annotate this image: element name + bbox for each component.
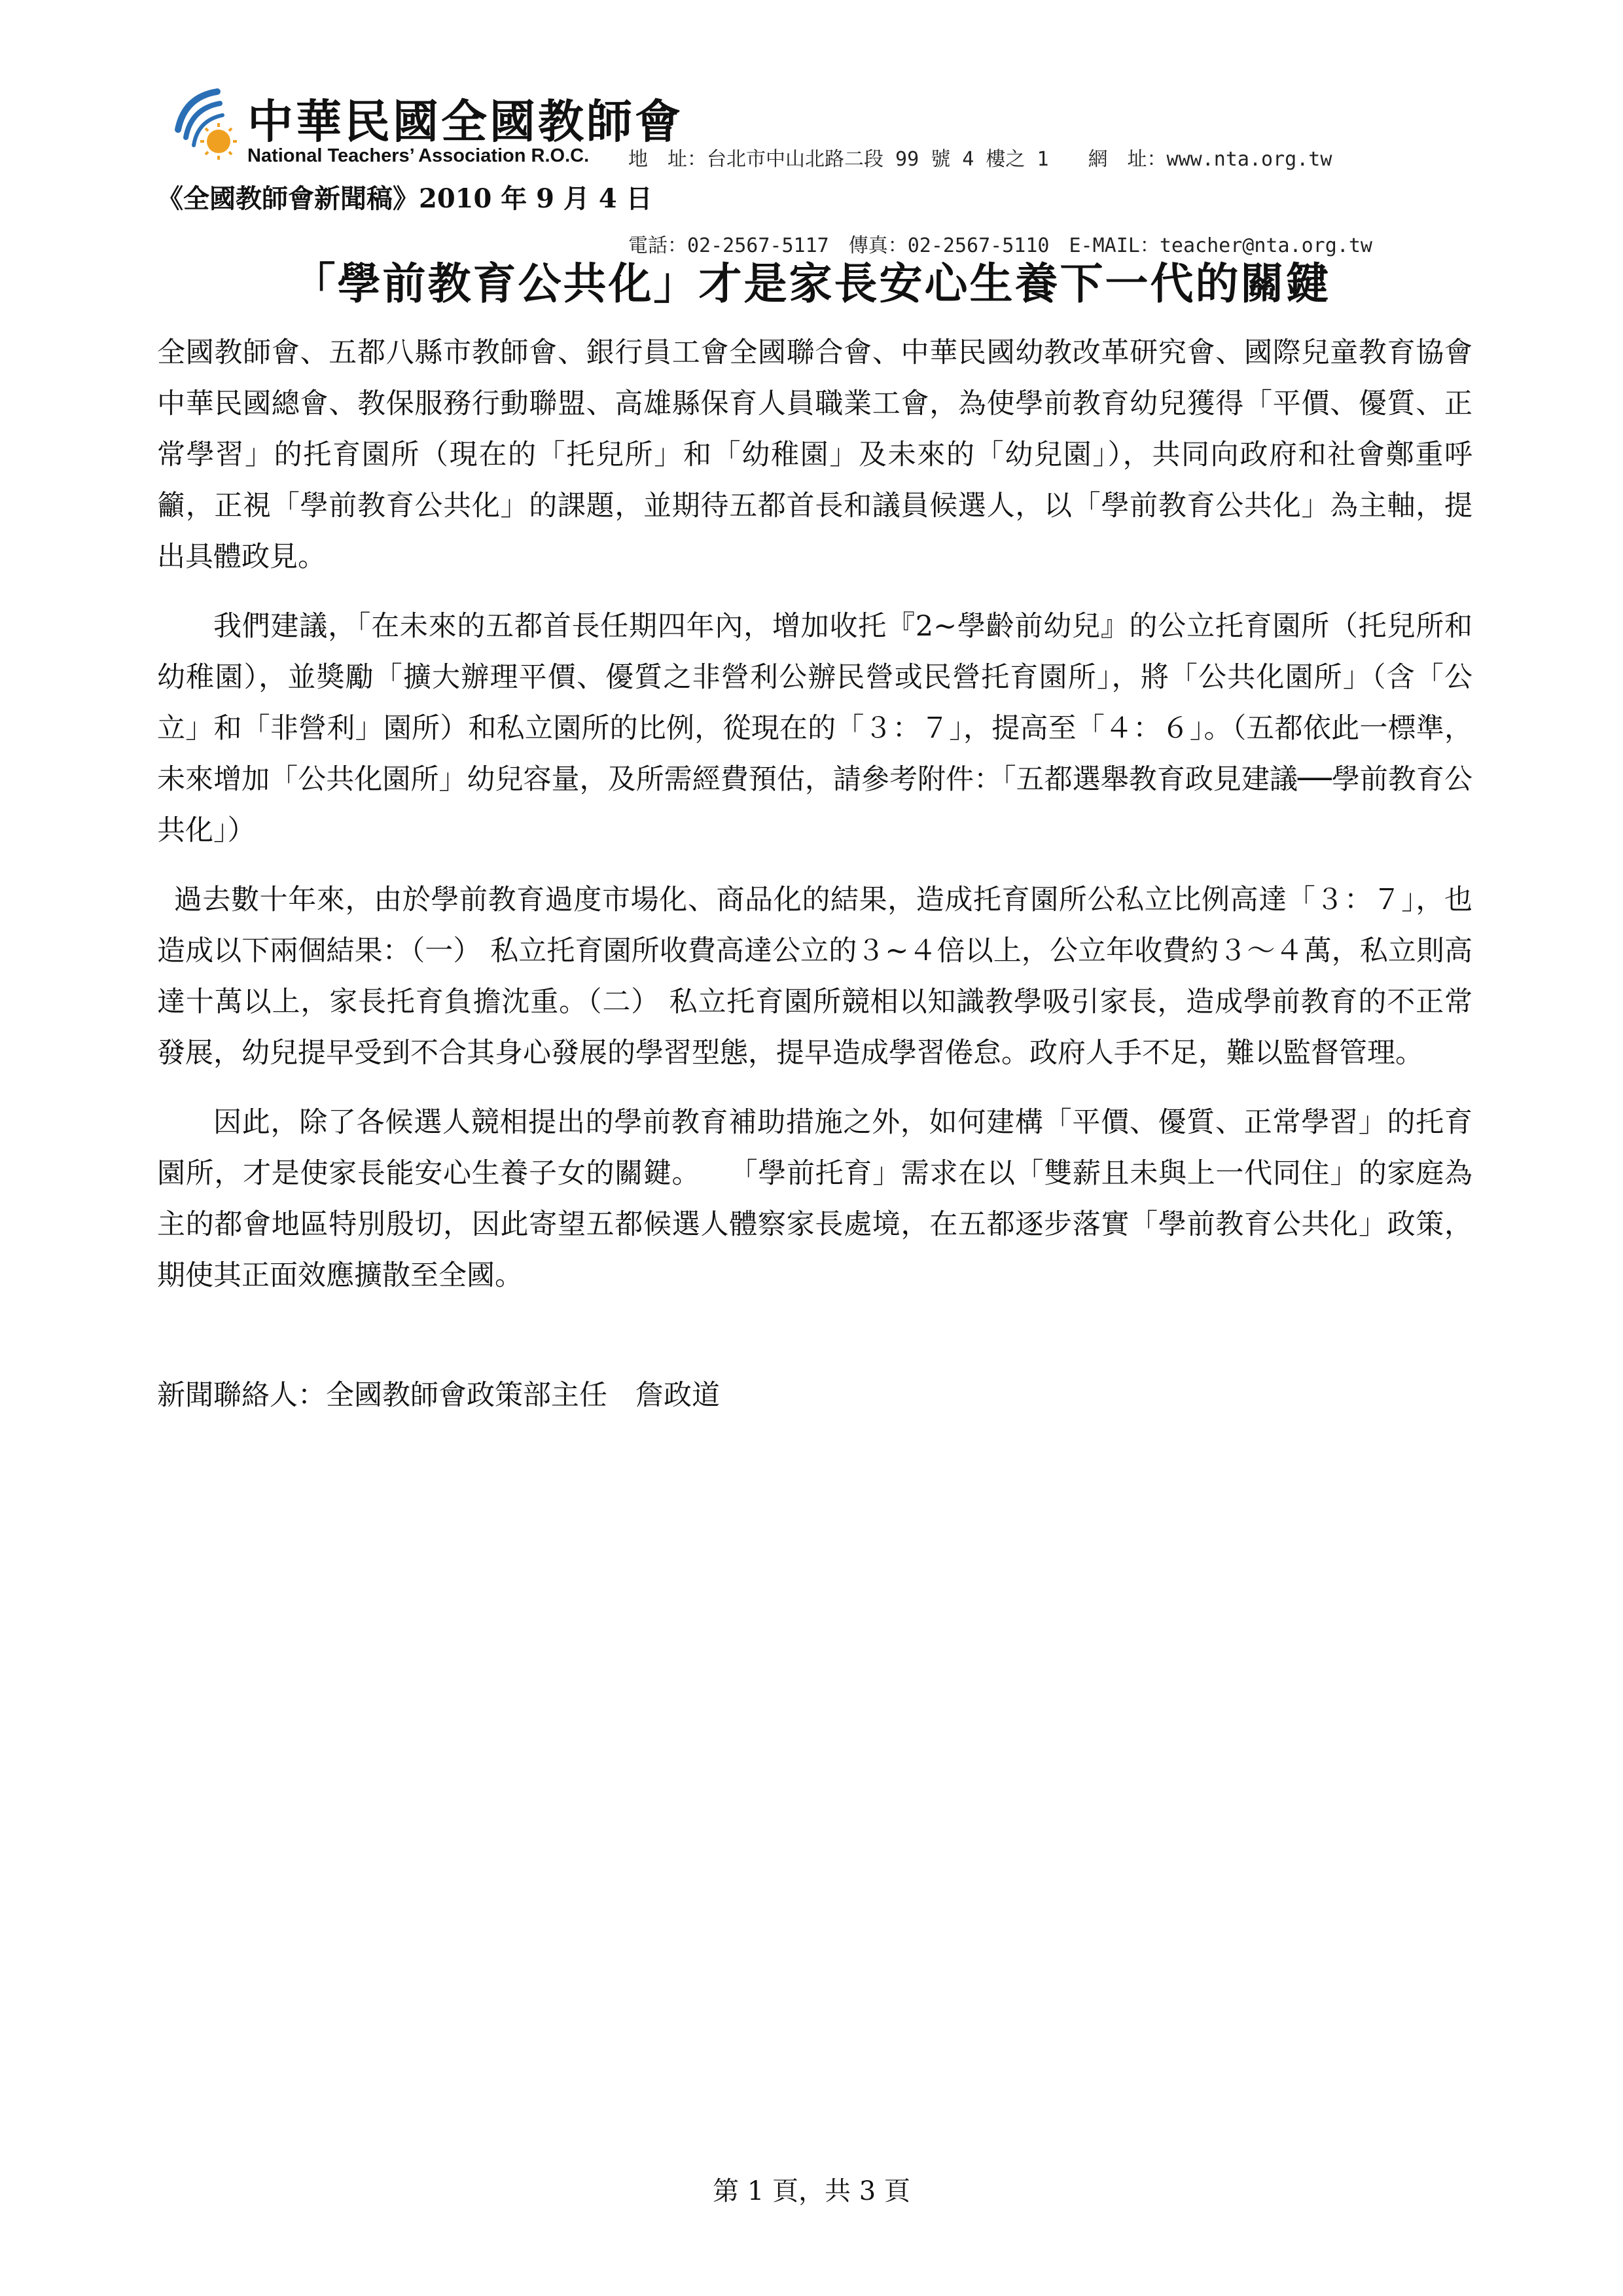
paragraph: 我們建議，「在未來的五都首長任期四年內，增加收托『2~學齡前幼兒』的公立托育園所（托兒所和幼稚園），並獎勵「擴大辦理平價、優質之非營利公辦民營或民營托育園所」，將「公共化園所」（含「公立」和「非營利」園所）和私立園所的比例，從現在的「３：７」，提高至「４：６」。（五都依此一標準，未來增加「公共化園所」幼兒容量，及所需經費預估，請參考附件：「五都選舉教育政見建議──學前教育公共化」） xyxy=(157,610,1472,847)
paragraph: 全國教師會、五都八縣市教師會、銀行員工會全國聯合會、中華民國幼教改革研究會、國際兒童教育協會中華民國總會、教保服務行動聯盟、高雄縣保育人員職業工會，為使學前教育幼兒獲得「平價、優質、正常學習」的托育園所（現在的「托兒所」和「幼稚園」及未來的「幼兒園」），共同向政府和社會鄭重呼籲，正視「學前教育公共化」的課題，並期待五都首長和議員候選人，以「學前教育公共化」為主軸，提出具體政見。 xyxy=(157,336,1472,573)
organization-logo xyxy=(171,84,683,169)
paragraph: 過去數十年來，由於學前教育過度市場化、商品化的結果，造成托育園所公私立比例高達「３：７」，也造成以下兩個結果：（一） 私立托育園所收費高達公立的３~４倍以上，公立年收費約３～４萬，私立則高達十萬以上，家長托育負擔沈重。（二） 私立托育園所競相以知識教學吸引家長，造成學前教育的不正常發展，幼兒提早受到不合其身心發展的學習型態，提早造成學習倦怠。政府人手不足，難以監督管理。 xyxy=(157,884,1472,1069)
page-number: 第 1 頁，共 3 頁 xyxy=(713,2176,910,2206)
press-contact: 新聞聯絡人：全國教師會政策部主任 詹政道 xyxy=(157,1379,720,1412)
nta-emblem-icon xyxy=(171,84,243,169)
org-name-english: National Teachers’ Association R.O.C. xyxy=(247,145,590,166)
address: 地 址：台北市中山北路二段 99 號 4 樓之 1 xyxy=(628,148,1049,171)
release-date-line: 《全國教師會新聞稿》2010 年 9 月 4 日 xyxy=(157,183,652,214)
paragraph: 因此，除了各候選人競相提出的學前教育補助措施之外，如何建構「平價、優質、正常學習」的托育園所，才是使家長能安心生養子女的關鍵。 「學前托育」需求在以「雙薪且未與上一代同住」的家庭為主的都會地區特別殷切，因此寄望五都候選人體察家長處境，在五都逐步落實「學前教育公共化」政策，期使其正面效應擴散至全國。 xyxy=(157,1106,1472,1292)
article-body xyxy=(157,327,1472,1319)
org-name-chinese: 中華民國全國教師會 xyxy=(247,94,683,149)
website: 網 址：www.nta.org.tw xyxy=(1088,148,1332,171)
page-title: 「學前教育公共化」才是家長安心生養下一代的關鍵 xyxy=(292,258,1331,309)
email: E-MAIL：teacher@nta.org.tw xyxy=(1069,234,1372,257)
phone-fax: 電話：02-2567-5117 傳真：02-2567-5110 xyxy=(628,234,1050,257)
